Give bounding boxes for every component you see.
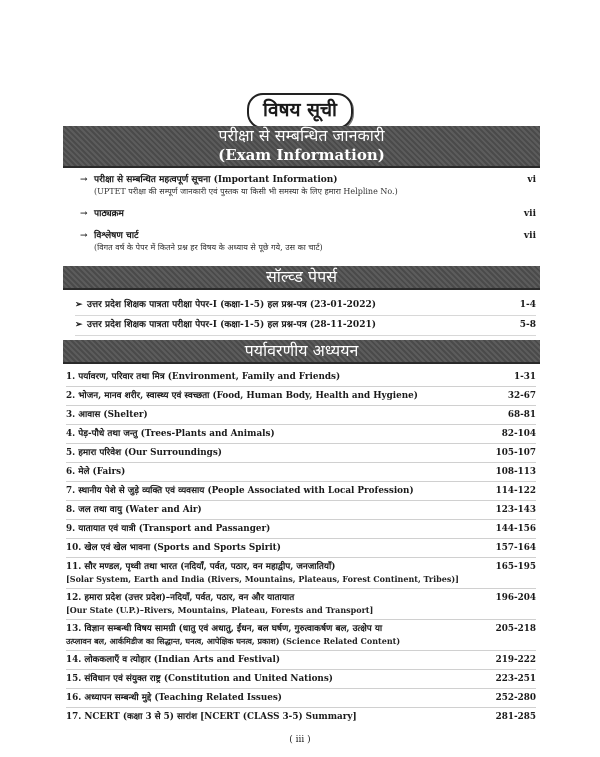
page-title: विषय सूची — [247, 93, 353, 129]
arrow-right-icon: → — [80, 231, 88, 241]
page-number: 205-218 — [495, 624, 536, 634]
arrow-right-icon: → — [80, 209, 88, 219]
exam-info-item — [80, 230, 536, 260]
exam-info-item — [80, 174, 536, 208]
page-number: 114-122 — [495, 486, 536, 496]
chapter-subtitle: [Solar System, Earth and India (Rivers, Mountains, Plateaus, Forest Continent, Tribes)] — [66, 574, 459, 584]
evs-header — [63, 340, 540, 364]
exam-info-item — [80, 208, 536, 230]
chapter-title: 17. NCERT (कक्षा 3 से 5) सारांश [NCERT (CLASS 3-5) Summary] — [66, 712, 357, 722]
chapter-row — [66, 463, 536, 482]
page-number: 1-31 — [513, 372, 536, 382]
chapter-title: 9. यातायात एवं यात्री (Transport and Passanger) — [66, 524, 271, 534]
exam-info-list — [80, 174, 536, 260]
chapter-row — [66, 558, 536, 589]
page-number: 196-204 — [495, 593, 536, 603]
chapter-title: 7. स्थानीय पेशे से जुड़े व्यक्ति एवं व्यवसाय (People Associated with Local Profession) — [66, 486, 414, 496]
info-item-sub: (UPTET परीक्षा की सम्पूर्ण जानकारी एवं पुस्तक या किसी भी समस्या के लिए हमारा Helpline No.) — [94, 187, 398, 196]
page-number: 1-4 — [519, 300, 536, 310]
info-item-sub: (विगत वर्ष के पेपर में कितने प्रश्न हर विषय के अध्याय से पूछे गये, उस का चार्ट) — [94, 243, 323, 252]
evs-chapter-list — [66, 368, 536, 726]
page-number: vii — [523, 231, 536, 241]
page-number: vi — [527, 175, 536, 185]
solved-paper-row — [75, 316, 536, 336]
page-number: 281-285 — [495, 712, 536, 722]
chapter-title: 10. खेल एवं खेल भावना (Sports and Sports Spirit) — [66, 543, 281, 553]
page-number: 219-222 — [495, 655, 536, 665]
chapter-title: 5. हमारा परिवेश (Our Surroundings) — [66, 448, 222, 458]
chapter-title: 1. पर्यावरण, परिवार तथा मित्र (Environment, Family and Friends) — [66, 372, 341, 382]
title-wrap — [0, 93, 600, 129]
folio-page-number: ( iii ) — [289, 735, 311, 745]
chapter-title: 14. लोककलाएँ व त्योहार (Indian Arts and Festival) — [66, 655, 280, 665]
chapter-row — [66, 482, 536, 501]
solved-paper-title: उत्तर प्रदेश शिक्षक पात्रता परीक्षा पेपर-I (कक्षा-1-5) हल प्रश्न-पत्र (23-01-2022) — [87, 300, 376, 310]
page-number: 223-251 — [495, 674, 536, 684]
chapter-subtitle: [Our State (U.P.)–Rivers, Mountains, Plateau, Forests and Transport] — [66, 605, 374, 615]
page-number: vii — [523, 209, 536, 219]
info-item-main: पाठ्यक्रम — [94, 209, 124, 219]
page-number: 108-113 — [495, 467, 536, 477]
page-number: 105-107 — [495, 448, 536, 458]
chapter-title: 3. आवास (Shelter) — [66, 410, 148, 420]
chapter-title: 2. भोजन, मानव शरीर, स्वास्थ्य एवं स्वच्छता (Food, Human Body, Health and Hygiene) — [66, 391, 418, 401]
page-number: 157-164 — [495, 543, 536, 553]
chapter-row — [66, 589, 536, 620]
chapter-title: 4. पेड़-पौधे तथा जन्तु (Trees-Plants and Animals) — [66, 429, 275, 439]
page-number: 252-280 — [495, 693, 536, 703]
chapter-title: 6. मेले (Fairs) — [66, 467, 126, 477]
page-number: 32-67 — [507, 391, 536, 401]
chapter-title: 13. विज्ञान सम्बन्धी विषय सामग्री (धातु एवं अधातु, ईंधन, बल घर्षण, गुरुत्वाकर्षण बल, उत्क्षेप या — [66, 624, 383, 634]
chapter-row — [66, 406, 536, 425]
page-number: 123-143 — [495, 505, 536, 515]
info-item-main: परीक्षा से सम्बन्धित महत्वपूर्ण सूचना (Important Information) — [94, 175, 338, 185]
chapter-title: 15. संविधान एवं संयुक्त राष्ट्र (Constitution and United Nations) — [66, 674, 333, 684]
arrow-right-icon: → — [80, 175, 88, 185]
page-number: 5-8 — [519, 320, 536, 330]
chapter-row — [66, 651, 536, 670]
page-number: 165-195 — [495, 562, 536, 572]
chapter-row — [66, 620, 536, 651]
chapter-row — [66, 539, 536, 558]
chapter-row — [66, 501, 536, 520]
chapter-title: 8. जल तथा वायु (Water and Air) — [66, 505, 202, 515]
chapter-subtitle: उत्प्लावन बल, आर्कमिडीज का सिद्धान्त, घनत्व, आपेक्षिक घनत्व, प्रकाश) (Science Related Content) — [66, 636, 401, 646]
solved-papers-list — [75, 296, 536, 336]
evs-heading: पर्यावरणीय अध्ययन — [244, 341, 359, 360]
exam-info-heading-en: (Exam Information) — [218, 146, 385, 164]
chapter-row — [66, 425, 536, 444]
page-number: 144-156 — [495, 524, 536, 534]
triangle-bullet-icon: ➢ — [75, 320, 83, 330]
triangle-bullet-icon: ➢ — [75, 300, 83, 310]
solved-paper-row — [75, 296, 536, 316]
chapter-title: 11. सौर मण्डल, पृथ्वी तथा भारत (नदियाँ, पर्वत, पठार, वन महाद्वीप, जनजातियाँ) — [66, 562, 336, 572]
chapter-row — [66, 368, 536, 387]
chapter-row — [66, 387, 536, 406]
solved-papers-heading: सॉल्व्ड पेपर्स — [265, 267, 338, 286]
solved-papers-header — [63, 266, 540, 290]
chapter-title: 16. अध्यापन सम्बन्धी मुद्दे (Teaching Related Issues) — [66, 693, 282, 703]
solved-paper-title: उत्तर प्रदेश शिक्षक पात्रता परीक्षा पेपर-I (कक्षा-1-5) हल प्रश्न-पत्र (28-11-2021) — [87, 320, 376, 330]
chapter-title: 12. हमारा प्रदेश (उत्तर प्रदेश)–नदियाँ, पर्वत, पठार, वन और यातायात — [66, 593, 295, 603]
chapter-row — [66, 689, 536, 708]
chapter-row — [66, 444, 536, 463]
page-number: 82-104 — [501, 429, 536, 439]
info-item-main: विश्लेषण चार्ट — [94, 231, 139, 241]
exam-info-header — [63, 126, 540, 168]
chapter-row — [66, 520, 536, 539]
chapter-row — [66, 670, 536, 689]
chapter-row — [66, 708, 536, 726]
page-number: 68-81 — [507, 410, 536, 420]
exam-info-heading-hi: परीक्षा से सम्बन्धित जानकारी — [218, 126, 385, 145]
